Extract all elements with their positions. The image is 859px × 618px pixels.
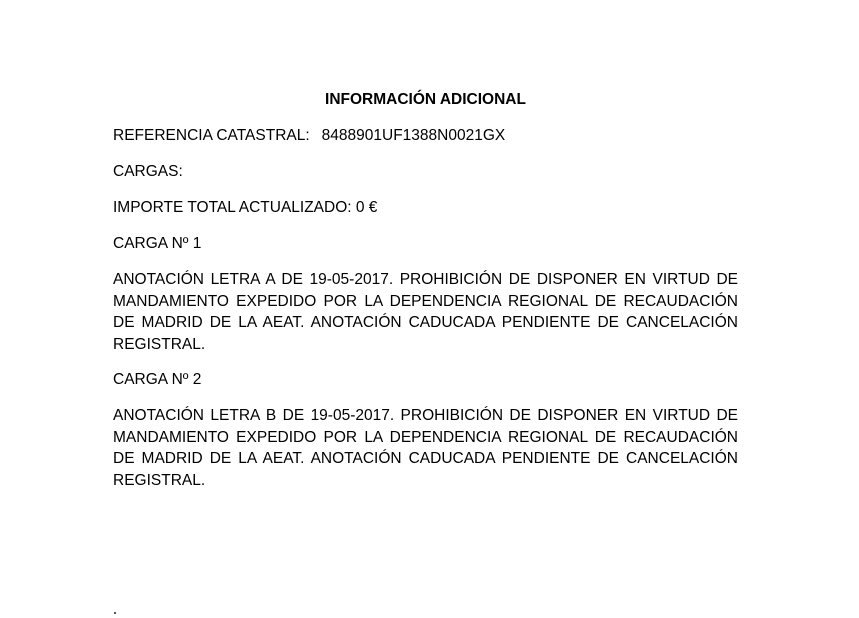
referencia-catastral-label: REFERENCIA CATASTRAL: <box>113 127 310 144</box>
carga-1-heading: CARGA Nº 1 <box>113 235 202 252</box>
referencia-catastral-line <box>113 125 738 147</box>
document-body <box>113 89 738 505</box>
carga-2-text: ANOTACIÓN LETRA B DE 19-05-2017. PROHIBICIÓN DE DISPONER EN VIRTUD DE MANDAMIENTO EXPEDIDO POR LA DEPENDENCIA REGIONAL DE RECAUDACIÓN DE MADRID DE LA AEAT. ANOTACIÓN CADUCADA PENDIENTE DE CANCELACIÓN REGISTRAL. <box>113 407 738 489</box>
carga-1-text: ANOTACIÓN LETRA A DE 19-05-2017. PROHIBICIÓN DE DISPONER EN VIRTUD DE MANDAMIENTO EXPEDIDO POR LA DEPENDENCIA REGIONAL DE RECAUDACIÓN DE MADRID DE LA AEAT. ANOTACIÓN CADUCADA PENDIENTE DE CANCELACIÓN REGISTRAL. <box>113 271 738 353</box>
footer-mark <box>114 612 116 614</box>
carga-2-heading: CARGA Nº 2 <box>113 371 202 388</box>
document-title: INFORMACIÓN ADICIONAL <box>325 91 526 108</box>
cargas-label: CARGAS: <box>113 163 183 180</box>
referencia-catastral-value: 8488901UF1388N0021GX <box>321 127 506 144</box>
importe-total-line: IMPORTE TOTAL ACTUALIZADO: 0 € <box>113 199 378 216</box>
